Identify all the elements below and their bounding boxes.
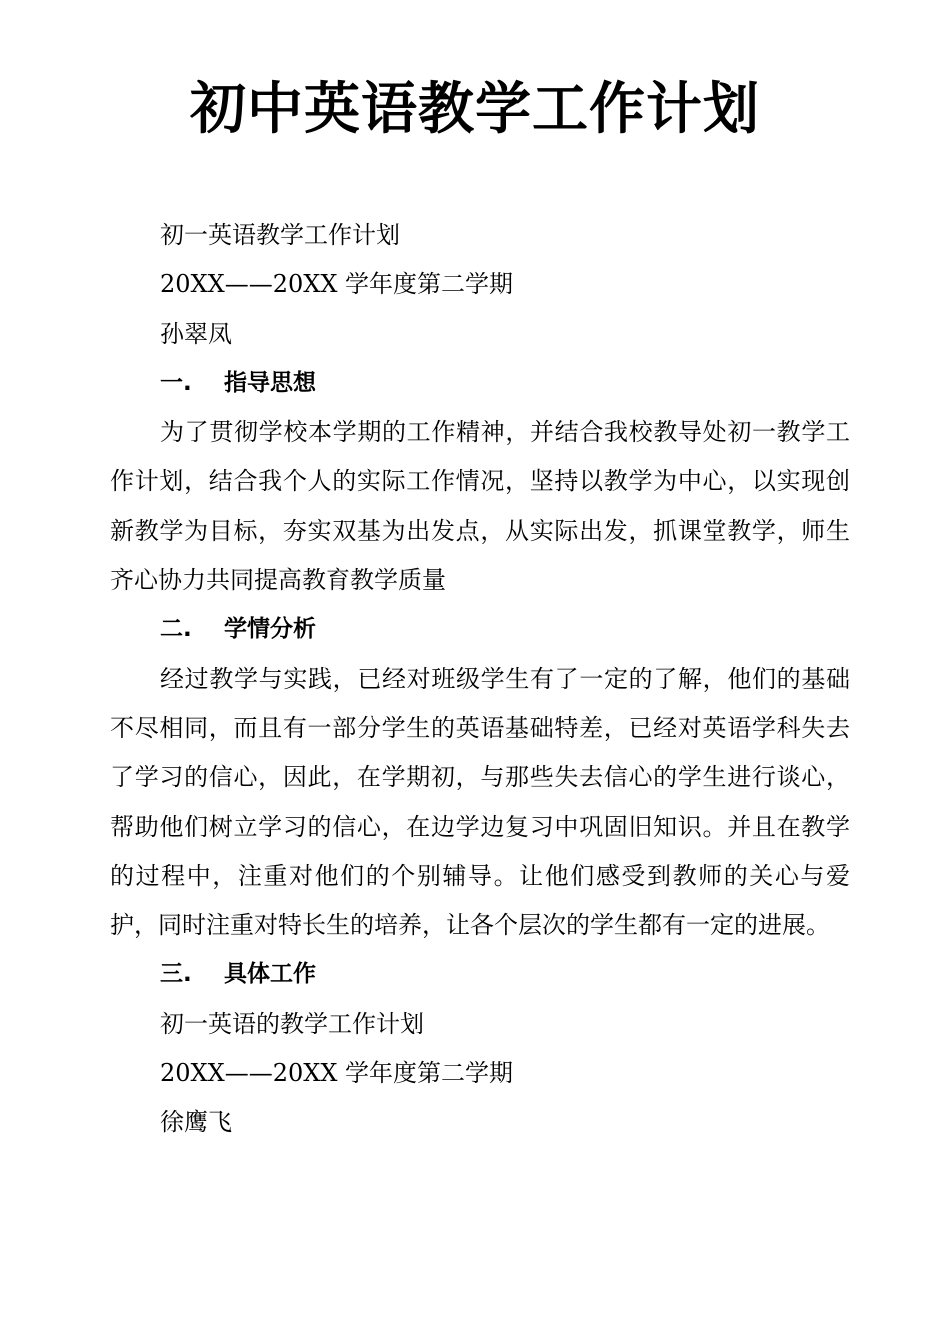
author-name: 孙翠凤: [160, 319, 232, 348]
section-number: 二.: [160, 616, 192, 643]
term-line: 20XX——20XX 学年度第二学期: [160, 270, 514, 299]
section-paragraph-guiding-ideas: 为了贯彻学校本学期的工作精神，并结合我校教导处初一教学工作计划，结合我个人的实际工作情况，坚持以教学为中心，以实现创新教学为目标，夯实双基为出发点，从实际出发，抓课堂教学，师生齐心协力共同提高教育教学质量: [110, 418, 850, 595]
section-paragraph-student-analysis: 经过教学与实践，已经对班级学生有了一定的了解，他们的基础不尽相同，而且有一部分学生的英语基础特差，已经对英语学科失去了学习的信心，因此，在学期初，与那些失去信心的学生进行谈心，帮助他们树立学习的信心，在边学边复习中巩固旧知识。并且在教学的过程中，注重对他们的个别辅导。让他们感受到教师的关心与爱护，同时注重对特长生的培养，让各个层次的学生都有一定的进展。: [110, 664, 850, 940]
section-heading-text: 学情分析: [224, 616, 316, 643]
section-number: 三.: [160, 961, 192, 988]
document-body: [110, 211, 850, 1148]
section-heading-text: 具体工作: [224, 961, 316, 988]
author-name: 徐鹰飞: [160, 1108, 232, 1137]
section-heading-specific-work: [110, 950, 850, 999]
section-heading-student-analysis: [110, 605, 850, 654]
section-number: 一.: [160, 369, 192, 396]
document-title: 初中英语教学工作计划: [190, 77, 760, 142]
term-line: 20XX——20XX 学年度第二学期: [160, 1059, 514, 1088]
plan-title: 初一英语教学工作计划: [160, 221, 400, 249]
section-heading-text: 指导思想: [224, 369, 316, 396]
section-heading-guiding-ideas: [110, 359, 850, 408]
plan-title: 初一英语的教学工作计划: [160, 1009, 424, 1038]
